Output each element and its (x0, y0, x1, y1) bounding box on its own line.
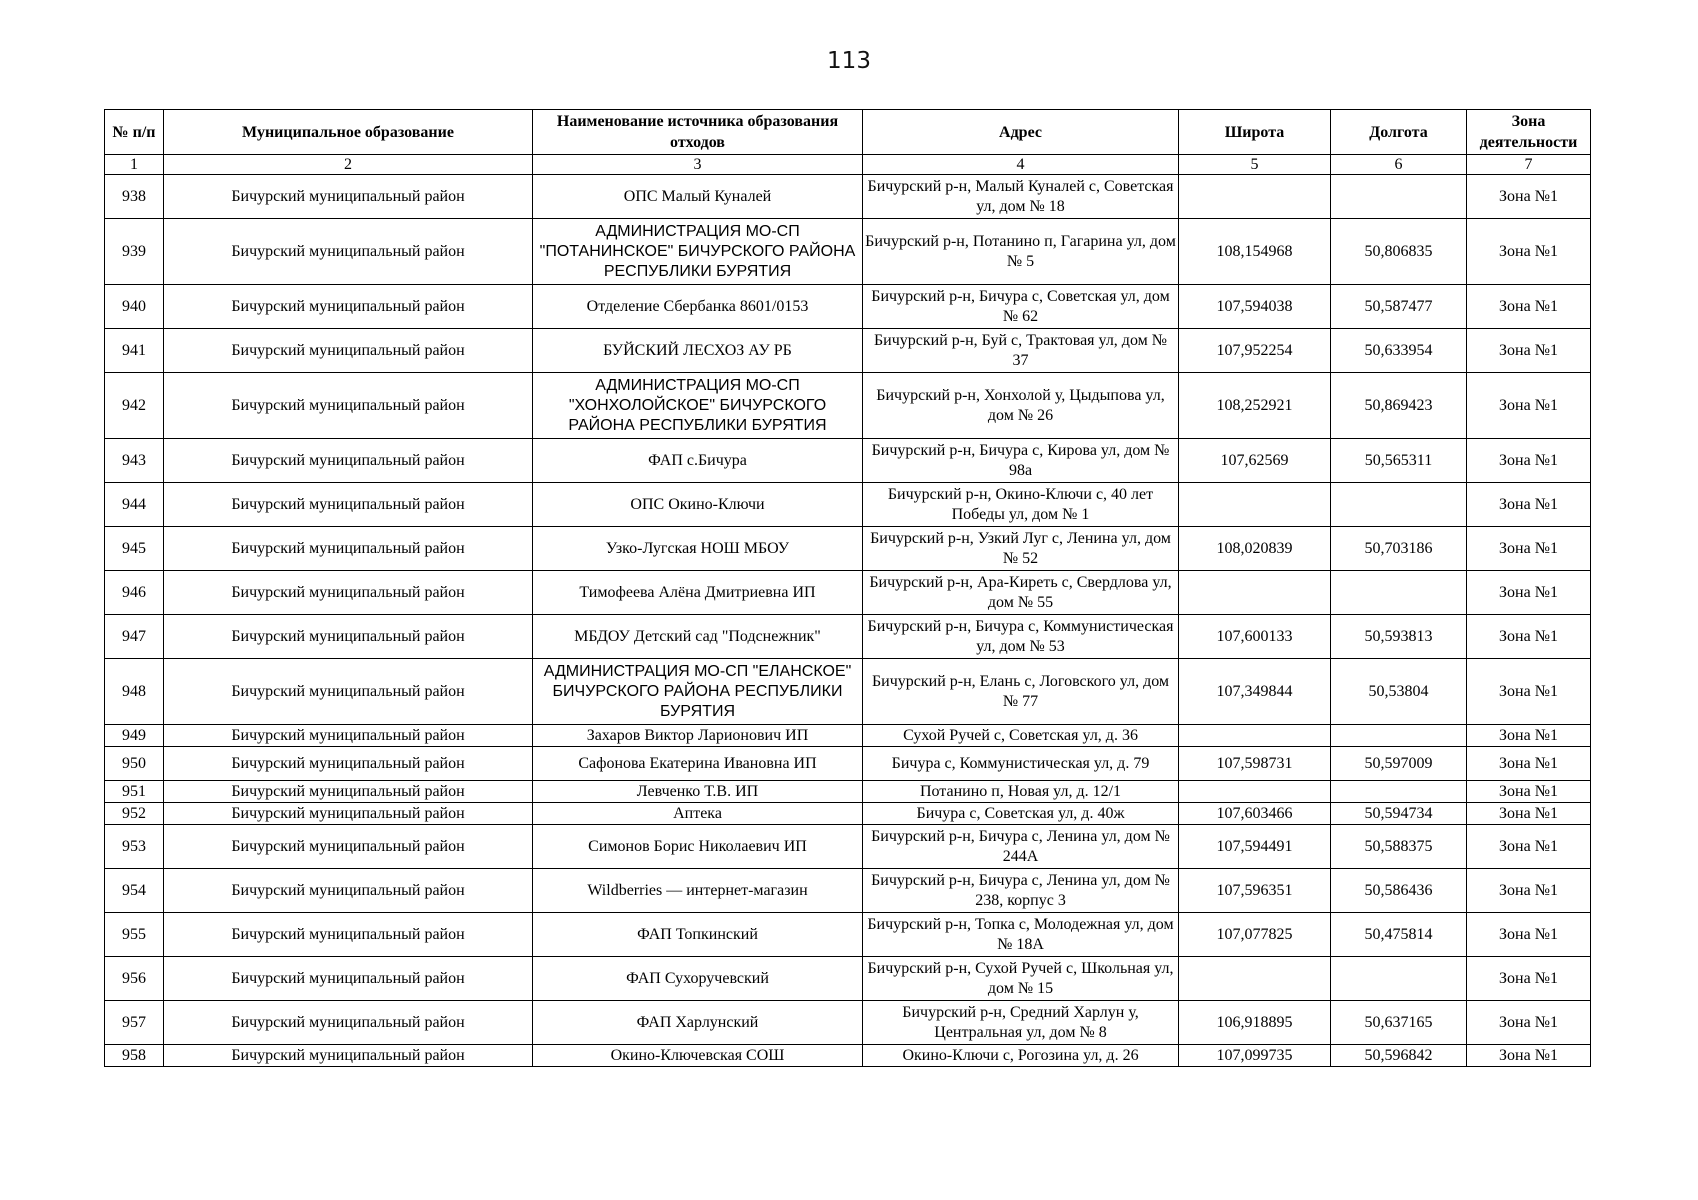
municipality-cell: Бичурский муниципальный район (164, 329, 533, 373)
latitude-cell: 107,62569 (1179, 439, 1331, 483)
zone-cell: Зона №1 (1467, 659, 1591, 725)
address-cell: Бичурский р-н, Бичура с, Кирова ул, дом № 98а (863, 439, 1179, 483)
address-cell: Бичурский р-н, Бичура с, Ленина ул, дом № 244А (863, 825, 1179, 869)
zone-cell: Зона №1 (1467, 869, 1591, 913)
longitude-cell: 50,586436 (1331, 869, 1467, 913)
header-cell: Широта (1179, 110, 1331, 155)
latitude-cell (1179, 725, 1331, 747)
table-row (105, 747, 1591, 781)
source-name-cell: ОПС Малый Куналей (533, 175, 863, 219)
row-number-cell: 948 (105, 659, 164, 725)
address-cell: Сухой Ручей с, Советская ул, д. 36 (863, 725, 1179, 747)
longitude-cell: 50,806835 (1331, 219, 1467, 285)
zone-cell: Зона №1 (1467, 285, 1591, 329)
table-row (105, 571, 1591, 615)
table-body (105, 175, 1591, 1067)
latitude-cell (1179, 571, 1331, 615)
longitude-cell: 50,594734 (1331, 803, 1467, 825)
zone-cell: Зона №1 (1467, 439, 1591, 483)
address-cell: Бичурский р-н, Малый Куналей с, Советская ул, дом № 18 (863, 175, 1179, 219)
municipality-cell: Бичурский муниципальный район (164, 527, 533, 571)
address-cell: Бичурский р-н, Топка с, Молодежная ул, дом № 18А (863, 913, 1179, 957)
source-name-cell: Wildberries — интернет-магазин (533, 869, 863, 913)
longitude-cell: 50,637165 (1331, 1001, 1467, 1045)
source-name-cell: Тимофеева Алёна Дмитриевна ИП (533, 571, 863, 615)
municipality-cell: Бичурский муниципальный район (164, 957, 533, 1001)
municipality-cell: Бичурский муниципальный район (164, 373, 533, 439)
latitude-cell (1179, 483, 1331, 527)
row-number-cell: 942 (105, 373, 164, 439)
table-row (105, 219, 1591, 285)
source-name-cell: ФАП Топкинский (533, 913, 863, 957)
zone-cell: Зона №1 (1467, 781, 1591, 803)
latitude-cell: 107,952254 (1179, 329, 1331, 373)
zone-cell: Зона №1 (1467, 373, 1591, 439)
latitude-cell: 107,598731 (1179, 747, 1331, 781)
municipality-cell: Бичурский муниципальный район (164, 825, 533, 869)
address-cell: Бичурский р-н, Буй с, Трактовая ул, дом № 37 (863, 329, 1179, 373)
row-number-cell: 955 (105, 913, 164, 957)
table-row (105, 329, 1591, 373)
latitude-cell (1179, 175, 1331, 219)
address-cell: Бичура с, Советская ул, д. 40ж (863, 803, 1179, 825)
zone-cell: Зона №1 (1467, 957, 1591, 1001)
latitude-cell: 107,603466 (1179, 803, 1331, 825)
municipality-cell: Бичурский муниципальный район (164, 781, 533, 803)
latitude-cell: 108,020839 (1179, 527, 1331, 571)
row-number-cell: 954 (105, 869, 164, 913)
municipality-cell: Бичурский муниципальный район (164, 483, 533, 527)
row-number-cell: 958 (105, 1045, 164, 1067)
source-name-cell: АДМИНИСТРАЦИЯ МО-СП "ХОНХОЛОЙСКОЕ" БИЧУРСКОГО РАЙОНА РЕСПУБЛИКИ БУРЯТИЯ (533, 373, 863, 439)
header-cell: Адрес (863, 110, 1179, 155)
header-cell: Муниципальное образование (164, 110, 533, 155)
header-cell: Наименование источника образования отходов (533, 110, 863, 155)
zone-cell: Зона №1 (1467, 219, 1591, 285)
longitude-cell (1331, 957, 1467, 1001)
municipality-cell: Бичурский муниципальный район (164, 175, 533, 219)
table-row (105, 527, 1591, 571)
row-number-cell: 945 (105, 527, 164, 571)
longitude-cell (1331, 483, 1467, 527)
address-cell: Бичурский р-н, Бичура с, Ленина ул, дом № 238, корпус 3 (863, 869, 1179, 913)
address-cell: Бичурский р-н, Хонхолой у, Цыдыпова ул, дом № 26 (863, 373, 1179, 439)
zone-cell: Зона №1 (1467, 725, 1591, 747)
source-name-cell: МБДОУ Детский сад "Подснежник" (533, 615, 863, 659)
zone-cell: Зона №1 (1467, 1045, 1591, 1067)
source-name-cell: ОПС Окино-Ключи (533, 483, 863, 527)
latitude-cell: 108,252921 (1179, 373, 1331, 439)
longitude-cell: 50,703186 (1331, 527, 1467, 571)
waste-sources-table (104, 109, 1591, 1067)
source-name-cell: ФАП Харлунский (533, 1001, 863, 1045)
header-cell: № п/п (105, 110, 164, 155)
municipality-cell: Бичурский муниципальный район (164, 1045, 533, 1067)
row-number-cell: 941 (105, 329, 164, 373)
address-cell: Бичурский р-н, Сухой Ручей с, Школьная ул, дом № 15 (863, 957, 1179, 1001)
table-row (105, 615, 1591, 659)
latitude-cell: 107,594491 (1179, 825, 1331, 869)
source-name-cell: АДМИНИСТРАЦИЯ МО-СП "ЕЛАНСКОЕ" БИЧУРСКОГО РАЙОНА РЕСПУБЛИКИ БУРЯТИЯ (533, 659, 863, 725)
zone-cell: Зона №1 (1467, 571, 1591, 615)
address-cell: Бичурский р-н, Средний Харлун у, Центральная ул, дом № 8 (863, 1001, 1179, 1045)
longitude-cell: 50,597009 (1331, 747, 1467, 781)
municipality-cell: Бичурский муниципальный район (164, 913, 533, 957)
table-row (105, 439, 1591, 483)
latitude-cell: 107,349844 (1179, 659, 1331, 725)
header-row (105, 110, 1591, 155)
source-name-cell: Симонов Борис Николаевич ИП (533, 825, 863, 869)
source-name-cell: Окино-Ключевская СОШ (533, 1045, 863, 1067)
latitude-cell (1179, 957, 1331, 1001)
column-number: 7 (1467, 155, 1591, 175)
address-cell: Бичурский р-н, Елань с, Логовского ул, дом № 77 (863, 659, 1179, 725)
row-number-cell: 947 (105, 615, 164, 659)
row-number-cell: 940 (105, 285, 164, 329)
longitude-cell (1331, 725, 1467, 747)
longitude-cell: 50,53804 (1331, 659, 1467, 725)
table-row (105, 803, 1591, 825)
source-name-cell: ФАП Сухоручевский (533, 957, 863, 1001)
column-number: 1 (105, 155, 164, 175)
zone-cell: Зона №1 (1467, 175, 1591, 219)
zone-cell: Зона №1 (1467, 483, 1591, 527)
municipality-cell: Бичурский муниципальный район (164, 219, 533, 285)
row-number-cell: 946 (105, 571, 164, 615)
longitude-cell: 50,596842 (1331, 1045, 1467, 1067)
source-name-cell: Аптека (533, 803, 863, 825)
column-number: 5 (1179, 155, 1331, 175)
row-number-cell: 939 (105, 219, 164, 285)
latitude-cell: 107,077825 (1179, 913, 1331, 957)
zone-cell: Зона №1 (1467, 1001, 1591, 1045)
longitude-cell (1331, 175, 1467, 219)
row-number-cell: 953 (105, 825, 164, 869)
address-cell: Бичурский р-н, Ара-Киреть с, Свердлова ул, дом № 55 (863, 571, 1179, 615)
column-number: 4 (863, 155, 1179, 175)
table-row (105, 725, 1591, 747)
address-cell: Потанино п, Новая ул, д. 12/1 (863, 781, 1179, 803)
row-number-cell: 943 (105, 439, 164, 483)
table-row (105, 913, 1591, 957)
table-row (105, 825, 1591, 869)
latitude-cell: 106,918895 (1179, 1001, 1331, 1045)
row-number-cell: 957 (105, 1001, 164, 1045)
municipality-cell: Бичурский муниципальный район (164, 725, 533, 747)
column-number-row (105, 155, 1591, 175)
latitude-cell: 108,154968 (1179, 219, 1331, 285)
longitude-cell: 50,588375 (1331, 825, 1467, 869)
municipality-cell: Бичурский муниципальный район (164, 869, 533, 913)
row-number-cell: 956 (105, 957, 164, 1001)
source-name-cell: Левченко Т.В. ИП (533, 781, 863, 803)
zone-cell: Зона №1 (1467, 913, 1591, 957)
address-cell: Окино-Ключи с, Рогозина ул, д. 26 (863, 1045, 1179, 1067)
longitude-cell: 50,587477 (1331, 285, 1467, 329)
municipality-cell: Бичурский муниципальный район (164, 747, 533, 781)
municipality-cell: Бичурский муниципальный район (164, 285, 533, 329)
municipality-cell: Бичурский муниципальный район (164, 571, 533, 615)
address-cell: Бичурский р-н, Бичура с, Коммунистическая ул, дом № 53 (863, 615, 1179, 659)
header-cell: Долгота (1331, 110, 1467, 155)
municipality-cell: Бичурский муниципальный район (164, 803, 533, 825)
zone-cell: Зона №1 (1467, 803, 1591, 825)
source-name-cell: БУЙСКИЙ ЛЕСХОЗ АУ РБ (533, 329, 863, 373)
zone-cell: Зона №1 (1467, 615, 1591, 659)
address-cell: Бичурский р-н, Узкий Луг с, Ленина ул, дом № 52 (863, 527, 1179, 571)
zone-cell: Зона №1 (1467, 527, 1591, 571)
latitude-cell: 107,596351 (1179, 869, 1331, 913)
table-row (105, 1045, 1591, 1067)
latitude-cell: 107,600133 (1179, 615, 1331, 659)
table-row (105, 285, 1591, 329)
table-row (105, 373, 1591, 439)
zone-cell: Зона №1 (1467, 329, 1591, 373)
table-row (105, 1001, 1591, 1045)
latitude-cell: 107,594038 (1179, 285, 1331, 329)
longitude-cell: 50,565311 (1331, 439, 1467, 483)
source-name-cell: АДМИНИСТРАЦИЯ МО-СП "ПОТАНИНСКОЕ" БИЧУРСКОГО РАЙОНА РЕСПУБЛИКИ БУРЯТИЯ (533, 219, 863, 285)
column-number: 6 (1331, 155, 1467, 175)
address-cell: Бичурский р-н, Бичура с, Советская ул, дом № 62 (863, 285, 1179, 329)
table-row (105, 869, 1591, 913)
municipality-cell: Бичурский муниципальный район (164, 1001, 533, 1045)
column-number: 3 (533, 155, 863, 175)
longitude-cell: 50,593813 (1331, 615, 1467, 659)
address-cell: Бичура с, Коммунистическая ул, д. 79 (863, 747, 1179, 781)
table-row (105, 957, 1591, 1001)
latitude-cell (1179, 781, 1331, 803)
address-cell: Бичурский р-н, Потанино п, Гагарина ул, дом № 5 (863, 219, 1179, 285)
header-cell: Зона деятельности (1467, 110, 1591, 155)
row-number-cell: 952 (105, 803, 164, 825)
source-name-cell: Сафонова Екатерина Ивановна ИП (533, 747, 863, 781)
row-number-cell: 949 (105, 725, 164, 747)
row-number-cell: 950 (105, 747, 164, 781)
longitude-cell: 50,475814 (1331, 913, 1467, 957)
municipality-cell: Бичурский муниципальный район (164, 659, 533, 725)
row-number-cell: 938 (105, 175, 164, 219)
page-number: 113 (827, 48, 871, 74)
source-name-cell: Узко-Лугская НОШ МБОУ (533, 527, 863, 571)
table-row (105, 781, 1591, 803)
row-number-cell: 951 (105, 781, 164, 803)
zone-cell: Зона №1 (1467, 747, 1591, 781)
municipality-cell: Бичурский муниципальный район (164, 615, 533, 659)
source-name-cell: ФАП с.Бичура (533, 439, 863, 483)
municipality-cell: Бичурский муниципальный район (164, 439, 533, 483)
longitude-cell: 50,633954 (1331, 329, 1467, 373)
column-number: 2 (164, 155, 533, 175)
table-row (105, 659, 1591, 725)
longitude-cell (1331, 781, 1467, 803)
address-cell: Бичурский р-н, Окино-Ключи с, 40 лет Победы ул, дом № 1 (863, 483, 1179, 527)
longitude-cell (1331, 571, 1467, 615)
longitude-cell: 50,869423 (1331, 373, 1467, 439)
zone-cell: Зона №1 (1467, 825, 1591, 869)
table-row (105, 175, 1591, 219)
row-number-cell: 944 (105, 483, 164, 527)
source-name-cell: Отделение Сбербанка 8601/0153 (533, 285, 863, 329)
latitude-cell: 107,099735 (1179, 1045, 1331, 1067)
table-row (105, 483, 1591, 527)
source-name-cell: Захаров Виктор Ларионович ИП (533, 725, 863, 747)
